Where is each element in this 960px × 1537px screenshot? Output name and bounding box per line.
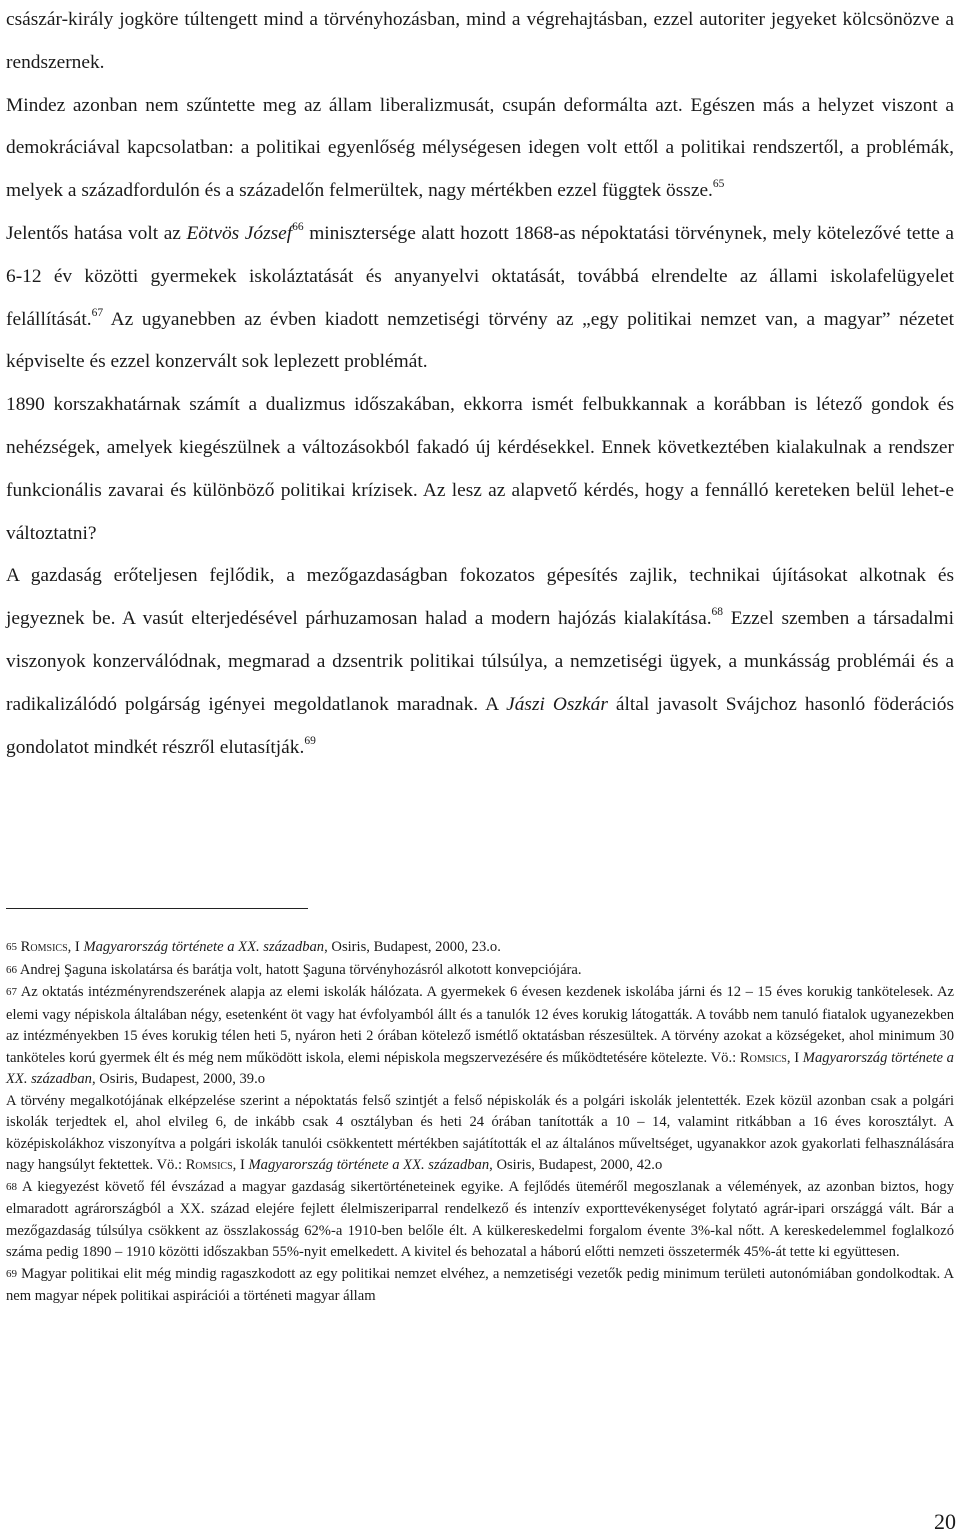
footnote-book-title: Magyarország története a XX. században (6, 1049, 954, 1087)
paragraph-1 (6, 0, 954, 85)
footnote-67 (6, 982, 954, 1091)
paragraph-1-text: császár-király jogköre túltengett mind a törvényhozásban, mind a végrehajtásban, ezzel autoriter jegyeket kölcsönözve a rendszernek. (6, 9, 954, 73)
document-page (6, 0, 955, 1304)
footnote-number: 66 (6, 963, 17, 976)
footnote-divider (6, 908, 308, 909)
footnote-book-title: Magyarország története a XX. században (83, 939, 325, 955)
footnote-67-continuation (6, 1091, 954, 1177)
footnote-69 (6, 1264, 954, 1308)
paragraph-3-text-c: Az ugyanebben az évben kiadott nemzetiségi törvény az „egy politikai nemzet van, a magyar” nézetet képviselte és ezzel konzervált sok leplezett problémát. (6, 308, 954, 373)
paragraph-4 (6, 384, 954, 555)
footnotes (6, 937, 954, 1308)
paragraph-4-text: 1890 korszakhatárnak számít a dualizmus időszakában, ekkorra ismét felbukkannak a korábban is létező gondok és nehézségek, amelyek kiegészülnek a változásokból fakadó új kérdésekkel. Ennek következtében kialakulnak a rendszer funkcionális zavarai és különböző politikai krízisek. Az lesz az alapvető kérdés, hogy a fennálló kereteken belül lehet-e változtatni? (6, 394, 954, 544)
footnote-ref-69[interactable]: 69 (304, 734, 316, 747)
footnote-text: A kiegyezést követő fél évszázad a magyar gazdaság sikertörténeteinek egyike. A fejlődés üteméről megoszlanak a vélemények, az azonban biztos, hogy elmaradott agrárországból a XX. század elejére fejlett élelmiszeriparral rendelkező és intenzív exporttevékenységet folytató agrár-ipari országgá vált. Bár a mezőgazdaság túlsúlya csökkent az összlakosság 62%-a 1910-ben belőle élt. A külkereskedelmi forgalom évente 3%-kal nőtt. A kereskedelemmel foglalkozó száma pedig 1890 – 1910 közötti időszakban 55%-nyit emelkedett. A kivitel és behozatal a háború előtti nemzeti összetermék 45%-át tette ki együttesen. (6, 1178, 954, 1260)
footnote-number: 65 (6, 941, 17, 953)
footnote-68 (6, 1177, 954, 1264)
paragraph-5-text-c: által javasolt Svájchoz hasonló föderációs gondolatot mindkét részről elutasítják. (6, 693, 954, 758)
footnote-text: A törvény megalkotójának elképzelése szerint a népoktatás felső szintjét a felső népiskolák és a polgári iskolák jelentették. Ezek közül azonban csak a polgári iskolák terjedtek el, ahol elvileg 6, de inkább csak 4 osztályban és heti 24 órában tanították a 10 – 14, valamint ritkábban a 16 éves korosztályt. A középiskolákhoz viszonyítva a polgári iskolák tanulói csökkentett mértékben sajátították el az általános műveltséget, ugyanakkor azok gyakorlati felhasználására nagy hangsúlyt fektettek. Vö.: (6, 1092, 954, 1173)
paragraph-5-text-b: Ezzel szemben a társadalmi viszonyok konzerválódnak, megmarad a dzsentrik politikai túlsúlya, a nemzetiségi ügyek, a munkásság problémái és a radikalizálódó polgárság igényei megoldatlanok maradnak. A (6, 608, 954, 715)
footnote-text: Andrej Şaguna iskolatársa és barátja volt, hatott Şaguna törvényhozásról alkotott konvepciójára. (19, 961, 582, 978)
main-text (6, 0, 954, 769)
footnote-number: 69 (6, 1267, 17, 1280)
footnote-ref-67[interactable]: 67 (91, 306, 104, 319)
person-name-jaszi: Jászi Oszkár (506, 693, 608, 715)
footnote-ref-65[interactable]: 65 (712, 178, 725, 191)
footnote-citation: , Osiris, Budapest, 2000, 23.o. (324, 939, 501, 955)
footnote-ref-68[interactable]: 68 (711, 606, 724, 619)
paragraph-5-text-a: A gazdaság erőteljesen fejlődik, a mezőgazdaságban fokozatos gépesítés zajlik, technikai újításokat alkotnak és jegyeznek be. A vasút elterjedésével párhuzamosan halad a modern hajózás kialakítása. (6, 565, 954, 630)
footnote-number: 68 (6, 1180, 17, 1193)
page-number: 20 (934, 1509, 956, 1534)
footnote-citation: , Osiris, Budapest, 2000, 42.o (489, 1157, 663, 1173)
footnote-66 (6, 960, 954, 983)
footnote-number: 67 (6, 986, 17, 998)
footnote-text: Magyar politikai elit még mindig ragaszkodott az egy politikai nemzet elvéhez, a nemzetiségi vezetők pedig minimum területi autonómiában gondolkodtak. A nem magyar népek politikai aspirációi a történeti magyar állam (6, 1265, 955, 1304)
paragraph-3-text-b: minisztersége alatt hozott 1868-as népoktatási törvénynek, mely kötelezővé tette a 6-12 év közötti gyermekek iskoláztatását és anyanyelvi oktatását, továbbá elrendelte az állami iskolafelügyelet felállítását. (6, 222, 954, 330)
footnote-citation: , Osiris, Budapest, 2000, 39.o (91, 1071, 266, 1087)
footnote-book-title: Magyarország története a XX. században (248, 1157, 490, 1173)
paragraph-5 (6, 555, 954, 769)
paragraph-2-text: Mindez azonban nem szűntette meg az állam liberalizmusát, csupán deformálta azt. Egészen más a helyzet viszont a demokráciával kapcsolatban: a politikai egyenlőség mélységesen idegen volt ettől a politikai rendszertől, a problémák, melyek a századfordulón és a századelőn felmerültek, nagy mértékben ezzel függtek össze. (6, 94, 954, 202)
footnote-author: Romsics, I (20, 939, 80, 955)
footnote-author: Romsics, I (185, 1157, 245, 1173)
paragraph-3-text-a: Jelentős hatása volt az (6, 222, 187, 244)
paragraph-3 (6, 213, 954, 384)
person-name-eotvos: Eötvös József (186, 222, 293, 244)
footnote-ref-66[interactable]: 66 (292, 220, 304, 233)
paragraph-2 (6, 85, 954, 213)
footnote-author: Romsics, I (739, 1049, 800, 1066)
footnote-text: Az oktatás intézményrendszerének alapja az elemi iskolák hálózata. A gyermekek 6 évesen kezdenek iskolába járni és 12 – 15 éves korukig tankötelesek. Az elemi vagy népiskola általában négy, esetenként öt vagy hat évfolyamból állt és a tanulók 12 éves korukig látogatták. A tovább nem tanuló fiatalok ugyanezekben az intézményekben 15 éves korukig télen heti 5, nyáron heti 2 órában kötelező ismétlő oktatásban részesültek. A törvény azokat a községeket, ahol minimum 30 tanköteles korú gyermek élt és még nem működött iskola, elemi népiskola megszervezésére és működtetésére kötelezte. Vö.: (6, 984, 955, 1066)
footnote-65 (6, 937, 954, 960)
